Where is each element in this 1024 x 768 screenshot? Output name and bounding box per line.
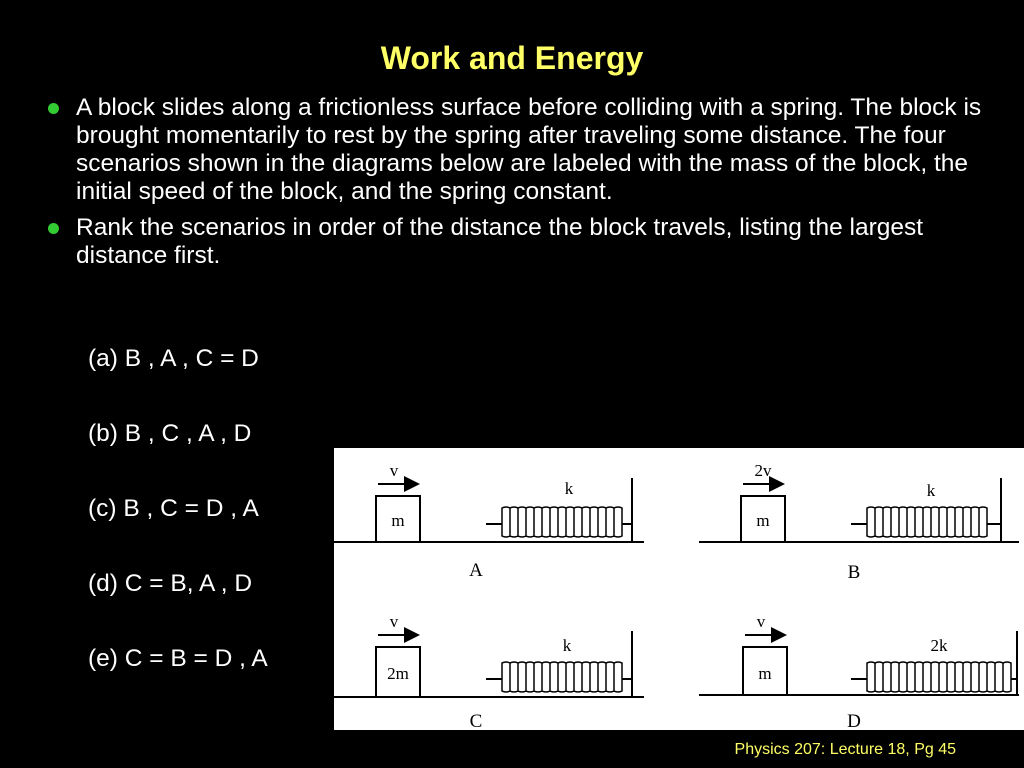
- panel-b-spring: k: [926, 481, 936, 500]
- panel-b: [699, 461, 1019, 583]
- panel-a: [334, 461, 644, 581]
- panel-d-label: D: [847, 711, 861, 730]
- panel-a-label: A: [469, 560, 483, 581]
- panel-b-label: B: [847, 562, 861, 583]
- panel-b-velocity: 2v: [754, 461, 772, 480]
- choice-d: (d) C = B, A , D: [88, 570, 253, 597]
- panel-c: [334, 612, 644, 730]
- bullet-item: [40, 94, 990, 206]
- panel-c-spring: k: [562, 636, 572, 655]
- choice-e: (e) C = B = D , A: [88, 645, 268, 672]
- slide-footer: Physics 207: Lecture 18, Pg 45: [734, 741, 956, 758]
- bullet-text: A block slides along a frictionless surface before colliding with a spring. The block is brought momentarily to rest by the spring after traveling some distance. The four scenarios shown in the diagrams below are labeled with the mass of the block, the initial speed of the block, and the spring constant.: [76, 94, 982, 205]
- bullet-text: Rank the scenarios in order of the distance the block travels, listing the largest distance first.: [76, 214, 924, 269]
- bullet-item: [40, 214, 990, 270]
- panel-a-spring: k: [564, 479, 574, 498]
- panel-d-spring: 2k: [930, 636, 948, 655]
- bullet-list: [40, 94, 990, 278]
- choice-b: (b) B , C , A , D: [88, 420, 252, 447]
- choice-a: (a) B , A , C = D: [88, 345, 259, 372]
- slide-title: Work and Energy: [380, 40, 644, 76]
- panel-b-mass: m: [756, 511, 770, 530]
- panel-a-velocity: v: [389, 461, 399, 480]
- panel-d: [699, 612, 1019, 730]
- choice-c: (c) B , C = D , A: [88, 495, 259, 522]
- spring-diagram: [334, 448, 1024, 730]
- panel-d-velocity: v: [756, 612, 766, 631]
- panel-c-label: C: [469, 711, 483, 730]
- bullet-dot-icon: [48, 103, 59, 114]
- panel-a-mass: m: [391, 511, 405, 530]
- bullet-dot-icon: [48, 223, 59, 234]
- panel-c-mass: 2m: [387, 664, 409, 683]
- panel-c-velocity: v: [389, 612, 399, 631]
- panel-d-mass: m: [758, 664, 772, 683]
